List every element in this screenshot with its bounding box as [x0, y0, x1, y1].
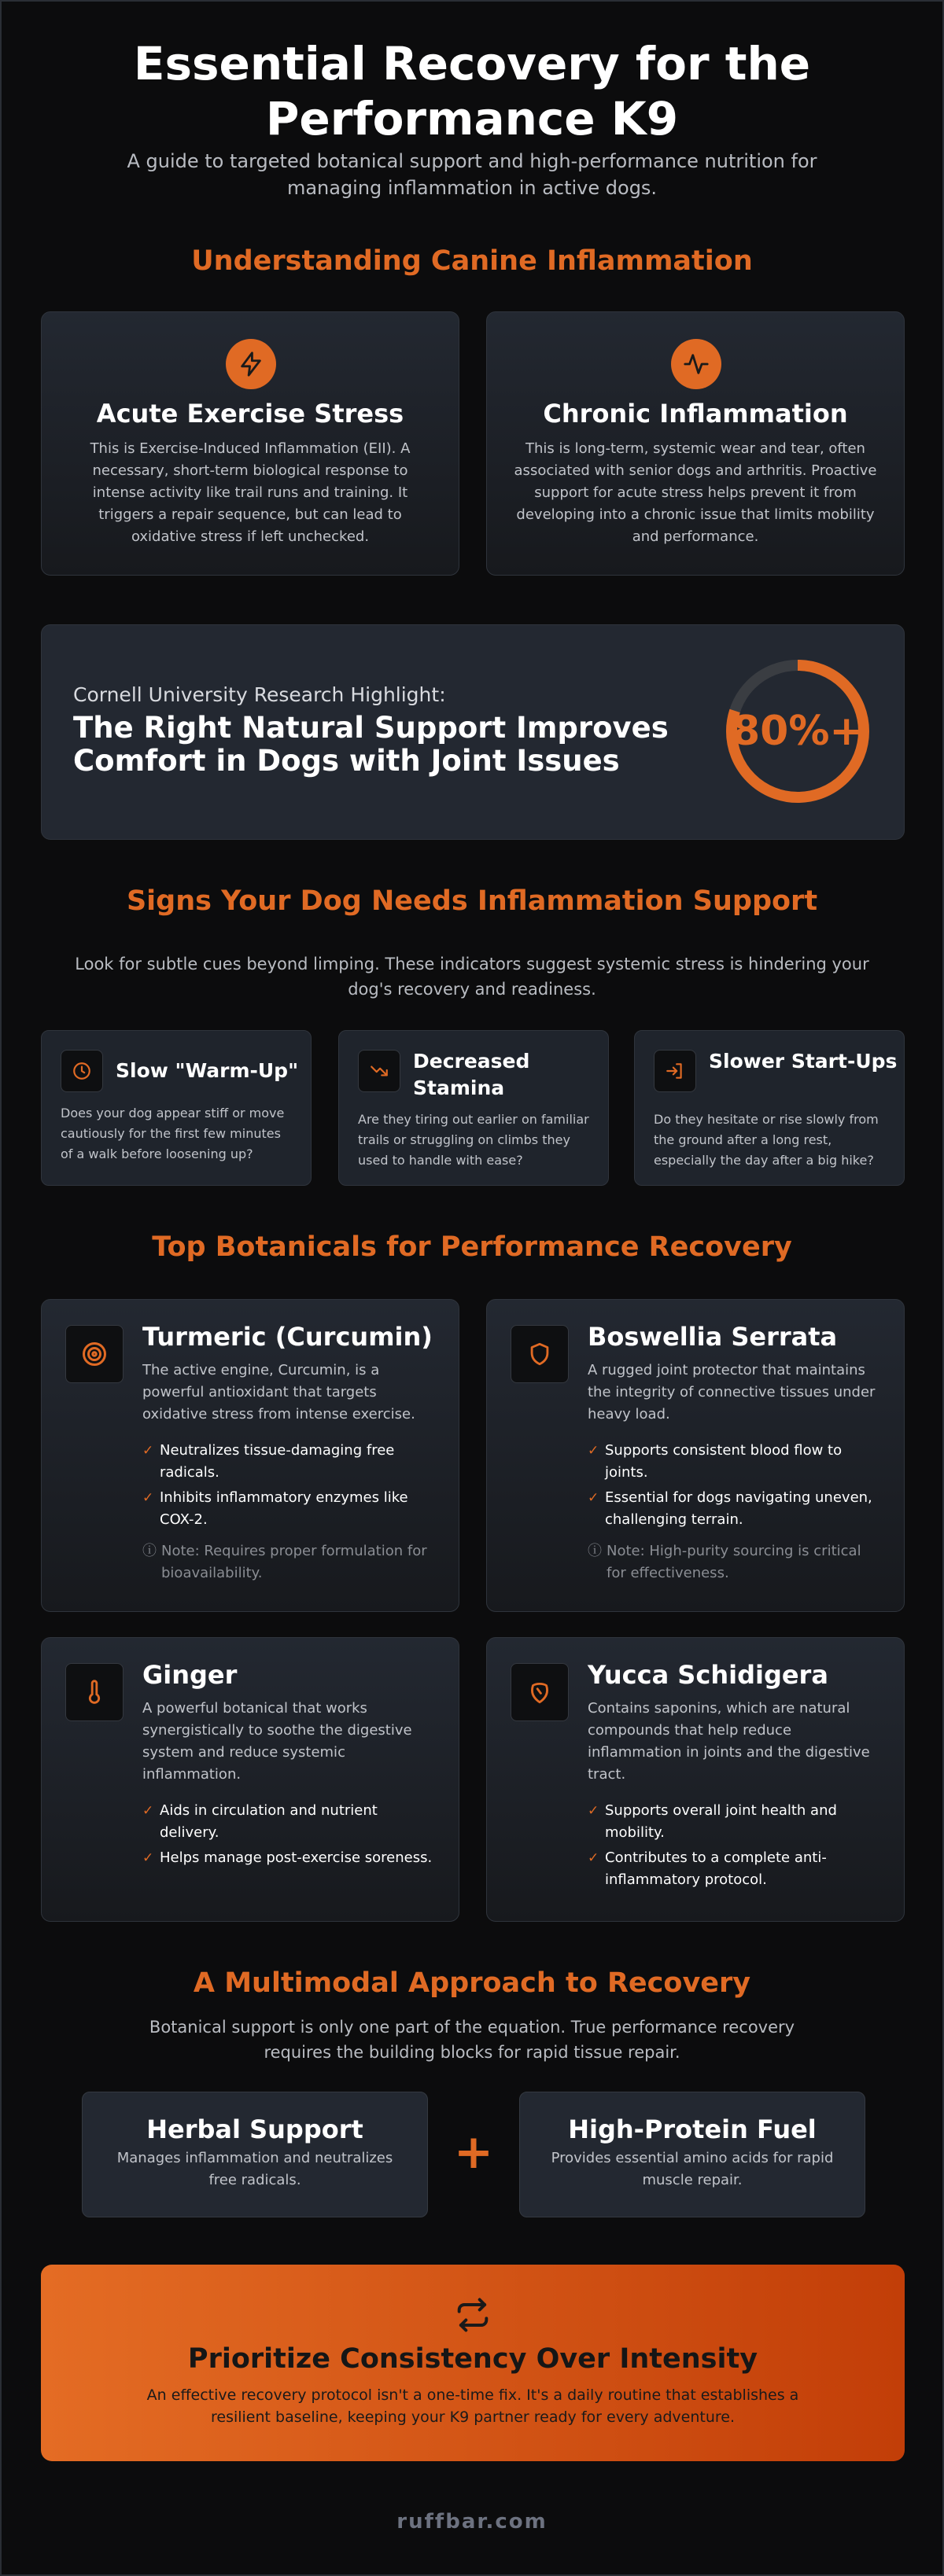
card-body: This is long-term, systemic wear and tear, often associated with senior dogs and arthritis. Proactive support for acute stress helps prevent it from developing into a chronic issue that limits mobility and performance. — [514, 440, 877, 545]
highlight-title: The Right Natural Support Improves Comfort in Dogs with Joint Issues — [73, 711, 669, 778]
info-icon: ⓘ — [588, 1543, 602, 1559]
botanical-card-boswellia — [486, 1299, 905, 1612]
herbal-support-body: Manages inflammation and neutralizes free radicals. — [116, 2150, 393, 2188]
herbal-support-card — [82, 2092, 428, 2217]
card-chronic-inflammation — [486, 311, 905, 576]
botanical-body: A rugged joint protector that maintains the integrity of connective tissues under heavy load. — [588, 1362, 876, 1422]
sign-title: Slow "Warm-Up" — [116, 1059, 299, 1082]
list-item: ✓ Contributes to a complete anti-inflammatory protocol. — [588, 1847, 882, 1891]
high-protein-title: High-Protein Fuel — [568, 2114, 817, 2144]
leaf-icon — [511, 1663, 569, 1721]
research-highlight — [41, 624, 905, 840]
banner-body: An effective recovery protocol isn't a one-time fix. It's a daily routine that establishes a resilient baseline, keeping your K9 partner ready for every adventure. — [146, 2386, 799, 2426]
botanical-card-yucca — [486, 1637, 905, 1922]
list-item: ✓ Helps manage post-exercise soreness. — [142, 1847, 437, 1869]
sign-card-start-ups — [634, 1030, 905, 1186]
section-title-inflammation: Understanding Canine Inflammation — [191, 245, 753, 277]
repeat-icon — [452, 2294, 493, 2335]
page-subtitle: A guide to targeted botanical support and high-performance nutrition for managing inflammation in active dogs. — [127, 150, 817, 199]
list-item: ✓ Aids in circulation and nutrient delivery. — [142, 1800, 437, 1844]
pulse-icon — [671, 339, 721, 389]
signs-intro: Look for subtle cues beyond limping. These indicators suggest systemic stress is hindering your dog's recovery and readiness. — [75, 955, 869, 999]
check-icon: ✓ — [142, 1443, 154, 1459]
botanical-note: ⓘ Note: High-purity sourcing is critical for effectiveness. — [588, 1540, 882, 1584]
info-icon: ⓘ — [142, 1543, 157, 1559]
footer-domain: ruffbar.com — [396, 2510, 548, 2534]
botanical-body: The active engine, Curcumin, is a powerful antioxidant that targets oxidative stress from intense exercise. — [142, 1362, 415, 1422]
botanical-body: A powerful botanical that works synergistically to soothe the digestive system and reduce systemic inflammation. — [142, 1700, 412, 1783]
check-icon: ✓ — [142, 1803, 154, 1819]
check-icon: ✓ — [588, 1850, 599, 1866]
check-icon: ✓ — [142, 1490, 154, 1506]
sign-card-warm-up — [41, 1030, 312, 1186]
check-icon: ✓ — [588, 1443, 599, 1459]
list-item: ✓ Neutralizes tissue-damaging free radicals. — [142, 1440, 437, 1484]
target-icon — [65, 1325, 124, 1383]
consistency-banner — [41, 2265, 905, 2461]
check-icon: ✓ — [588, 1803, 599, 1819]
sign-body: Are they tiring out earlier on familiar trails or struggling on climbs they used to handle with ease? — [358, 1112, 589, 1168]
section-title-multimodal: A Multimodal Approach to Recovery — [193, 1967, 751, 1999]
clock-icon — [61, 1050, 103, 1092]
list-item: ✓ Supports overall joint health and mobility. — [588, 1800, 882, 1844]
sign-body: Does your dog appear stiff or move cautiously for the first few minutes of a walk before loosening up? — [61, 1106, 285, 1161]
shield-icon — [511, 1325, 569, 1383]
card-body: This is Exercise-Induced Inflammation (EII). A necessary, short-term biological response to intense activity like trail runs and training. It triggers a repair sequence, but can lead to oxidative stress if left unchecked. — [90, 440, 411, 545]
section-title-signs: Signs Your Dog Needs Inflammation Support — [126, 885, 818, 917]
plus-icon: + — [453, 2125, 494, 2180]
check-icon: ✓ — [142, 1850, 154, 1866]
highlight-stat: 80%+ — [731, 708, 865, 755]
page-title: Essential Recovery for the Performance K9 — [133, 37, 811, 145]
trend-down-icon — [358, 1050, 400, 1092]
list-item: ✓ Essential for dogs navigating uneven, challenging terrain. — [588, 1487, 882, 1531]
botanical-benefits — [588, 1800, 882, 1894]
list-item: ✓ Inhibits inflammatory enzymes like COX-2. — [142, 1487, 437, 1531]
botanical-title: Boswellia Serrata — [588, 1322, 838, 1352]
card-title: Acute Exercise Stress — [96, 399, 404, 429]
thermometer-icon — [65, 1663, 124, 1721]
sign-title: Slower Start-Ups — [709, 1050, 898, 1073]
botanical-title: Turmeric (Curcumin) — [142, 1322, 433, 1352]
high-protein-card — [519, 2092, 865, 2217]
botanical-card-ginger — [41, 1637, 459, 1922]
multimodal-intro: Botanical support is only one part of the equation. True performance recovery requires the building blocks for rapid tissue repair. — [149, 2018, 795, 2062]
check-icon: ✓ — [588, 1490, 599, 1506]
lightning-icon — [226, 339, 276, 389]
botanical-body: Contains saponins, which are natural compounds that help reduce inflammation in joints and the digestive tract. — [588, 1700, 870, 1783]
botanical-benefits — [142, 1800, 437, 1872]
botanical-note: ⓘ Note: Requires proper formulation for bioavailability. — [142, 1540, 437, 1584]
section-title-botanicals: Top Botanicals for Performance Recovery — [152, 1231, 792, 1263]
card-title: Chronic Inflammation — [543, 399, 848, 429]
sign-title: Decreased Stamina — [413, 1050, 530, 1099]
botanical-benefits — [588, 1440, 882, 1534]
banner-title: Prioritize Consistency Over Intensity — [187, 2343, 758, 2375]
botanical-title: Ginger — [142, 1660, 238, 1690]
enter-arrow-icon — [654, 1050, 696, 1092]
herbal-support-title: Herbal Support — [146, 2114, 363, 2144]
botanical-benefits — [142, 1440, 437, 1534]
botanical-card-turmeric — [41, 1299, 459, 1612]
botanical-title: Yucca Schidigera — [588, 1660, 828, 1690]
high-protein-body: Provides essential amino acids for rapid muscle repair. — [551, 2150, 834, 2188]
sign-body: Do they hesitate or rise slowly from the ground after a long rest, especially the day after a big hike? — [654, 1112, 879, 1168]
list-item: ✓ Supports consistent blood flow to joints. — [588, 1440, 882, 1484]
sign-card-stamina — [338, 1030, 609, 1186]
highlight-label: Cornell University Research Highlight: — [73, 683, 446, 706]
card-acute-stress — [41, 311, 459, 576]
